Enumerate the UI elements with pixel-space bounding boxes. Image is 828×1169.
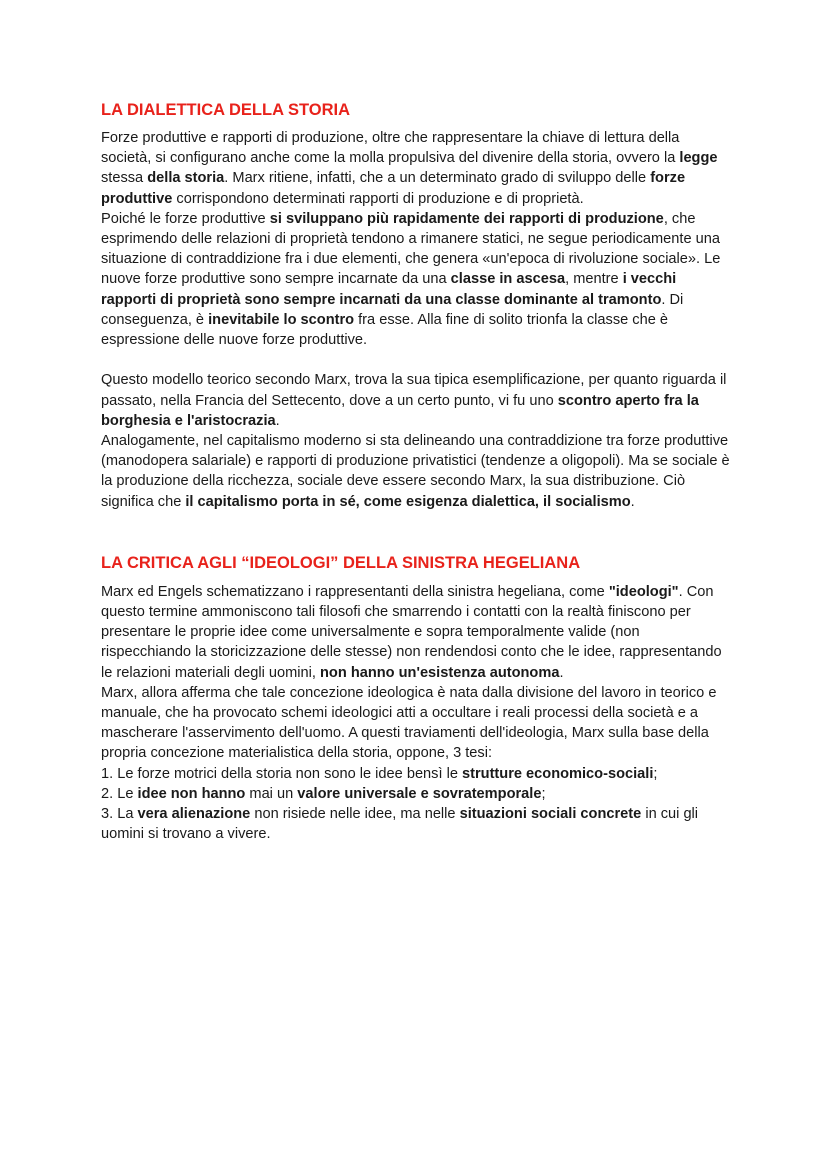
text: Marx ed Engels schematizzano i rappresentanti della sinistra hegeliana, come [101, 583, 609, 600]
text: Forze produttive e rapporti di produzione, oltre che rappresentare la chiave di lettura della società, si configurano anche come la molla propulsiva del divenire della storia, ovvero la [101, 130, 680, 167]
text: , che esprimendo delle relazioni di proprietà tendono a rimanere statici, ne segue periodicamente una situazione di contraddizione fra i due elementi, che genera «un'epoca di rivoluzione sociale». Le nuove forze produttive sono sempre incarnate da una [101, 210, 721, 288]
bold-text: classe in ascesa [450, 271, 566, 288]
text: . [559, 664, 564, 681]
document-page [101, 100, 731, 844]
bold-text: della storia [147, 170, 225, 187]
paragraph [101, 683, 731, 764]
bold-text: valore universale e sovratemporale [297, 785, 542, 802]
bold-text: forze produttive [101, 170, 686, 207]
bold-text: scontro aperto fra la borghesia e l'aristocrazia [101, 392, 699, 429]
text: Poiché le forze produttive [101, 210, 270, 227]
text: mai un [245, 785, 298, 802]
text: 1. Le forze motrici della storia non sono le idee bensì le [101, 765, 462, 782]
bold-text: idee non hanno [137, 785, 246, 802]
bold-text: strutture economico-sociali [462, 765, 654, 782]
text: Marx, allora afferma che tale concezione ideologica è nata dalla divisione del lavoro in teorico e manuale, che ha provocato schemi ideologici atti a occultare i reali processi della società e a mascherare l'asservimento dell'uomo. A questi traviamenti dell'ideologia, Marx sulla base della propria concezione materialistica della storia, oppone, 3 tesi: [101, 684, 717, 762]
bold-text: i vecchi rapporti di proprietà sono sempre incarnati da una classe dominante al tramonto [101, 271, 677, 308]
paragraph [101, 431, 731, 512]
text: 3. La [101, 806, 138, 823]
paragraph [101, 370, 731, 431]
list-item [101, 784, 731, 804]
paragraph [101, 582, 731, 683]
text: ; [541, 785, 546, 802]
bold-text: non hanno un'esistenza autonoma [320, 664, 560, 681]
text: . Di conseguenza, è [101, 291, 684, 328]
bold-text: il capitalismo porta in sé, come esigenza dialettica, il socialismo [185, 493, 631, 510]
bold-text: situazioni sociali concrete [459, 806, 642, 823]
paragraph [101, 209, 731, 350]
text: non risiede nelle idee, ma nelle [250, 806, 460, 823]
text: Questo modello teorico secondo Marx, trova la sua tipica esemplificazione, per quanto riguarda il passato, nella Francia del Settecento, dove a un certo punto, vi fu uno [101, 372, 727, 409]
text: 2. Le [101, 785, 138, 802]
text: . [630, 493, 635, 510]
text: in cui gli uomini si trovano a vivere. [101, 806, 699, 843]
text: . [275, 412, 280, 429]
text: . Con questo termine ammoniscono tali filosofi che smarrendo i contatti con la realtà finiscono per presentare le proprie idee come universalmente e sopra temporalmente valide (non rispecchiando la storicizzazione delle stesse) non rendendosi conto che le idee, rappresentando le relazioni materiali degli uomini, [101, 583, 722, 681]
bold-text: "ideologi" [608, 583, 679, 600]
bold-text: legge [679, 150, 718, 167]
list-item [101, 804, 731, 844]
section-title-critica: LA CRITICA AGLI “IDEOLOGI” DELLA SINISTRA HEGELIANA [101, 553, 581, 572]
text: Analogamente, nel capitalismo moderno si sta delineando una contraddizione tra forze produttive (manodopera salariale) e rapporti di produzione privatistici (tendenze a oligopoli). Ma se sociale è la produzione della ricchezza, sociale deve essere secondo Marx, la sua distribuzione. Ciò significa che [101, 433, 730, 510]
bold-text: si sviluppano più rapidamente dei rapporti di produzione [269, 210, 664, 227]
text: ; [653, 765, 658, 782]
text: , mentre [565, 271, 623, 288]
bold-text: inevitabile lo scontro [208, 311, 355, 328]
text: corrispondono determinati rapporti di produzione e di proprietà. [172, 190, 584, 207]
bold-text: vera alienazione [137, 806, 251, 823]
section-title-dialettica: LA DIALETTICA DELLA STORIA [101, 101, 351, 119]
text: fra esse. Alla fine di solito trionfa la classe che è espressione delle nuove forze produttive. [101, 311, 669, 349]
text: stessa [101, 170, 148, 187]
paragraph [101, 128, 731, 209]
list-item [101, 764, 731, 784]
text: . Marx ritiene, infatti, che a un determinato grado di sviluppo delle [224, 170, 651, 187]
